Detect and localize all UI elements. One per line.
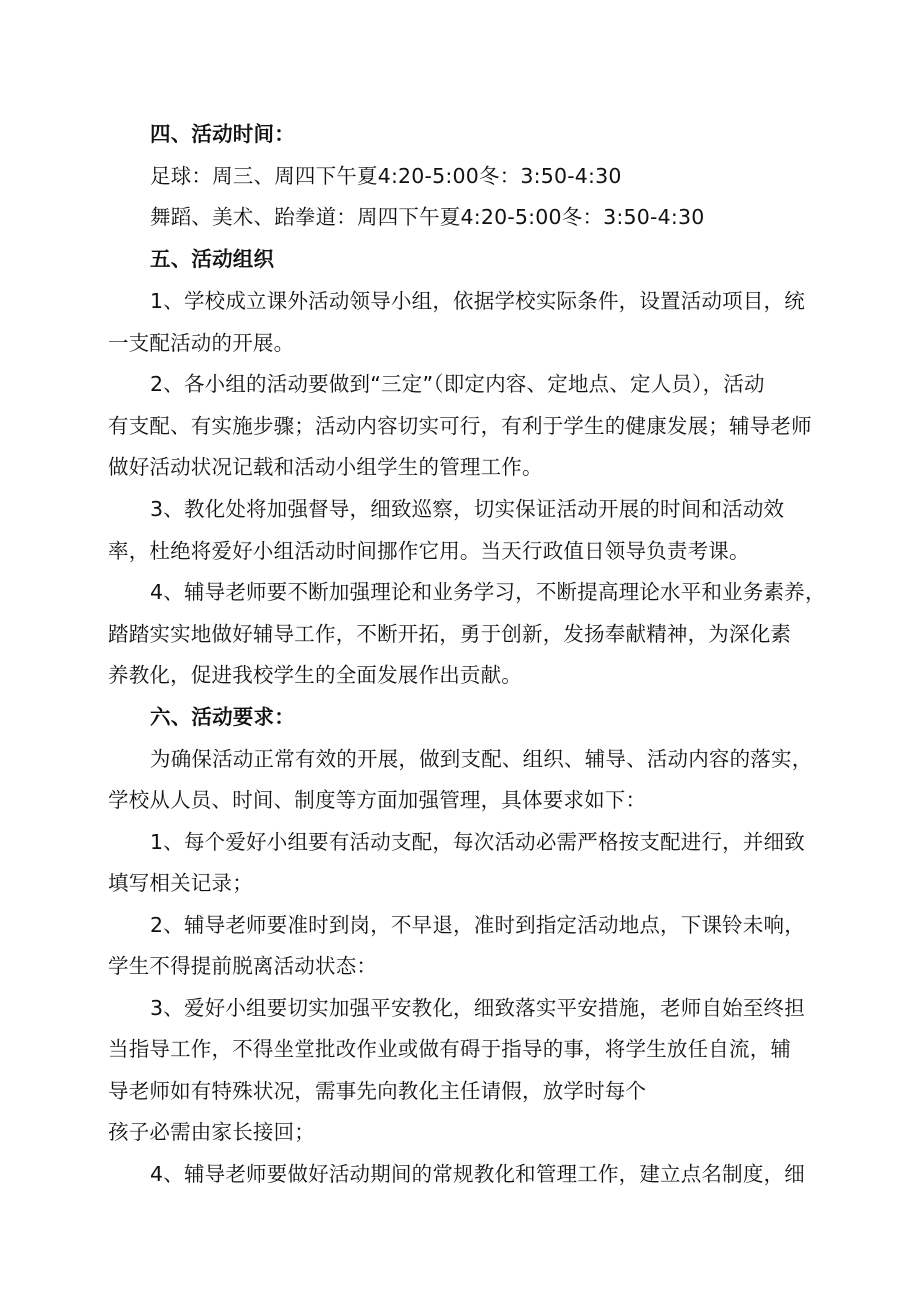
section-heading-requirements: 六、活动要求： [150,705,295,729]
section-heading-activity-time: 四、活动时间： [150,122,295,146]
org-item-2-line-2: 有支配、有实施步骤；活动内容切实可行，有利于学生的健康发展；辅导老师 [108,414,812,438]
org-item-1-line-2: 一支配活动的开展。 [108,331,295,355]
org-item-3-line-1: 3、教化处将加强督导，细致巡察，切实保证活动开展的时间和活动效 [150,497,785,521]
req-intro-line-2: 学校从人员、时间、制度等方面加强管理，具体要求如下： [108,788,647,812]
req-item-4-line-1: 4、辅导老师要做好活动期间的常规教化和管理工作，建立点名制度，细 [150,1162,805,1186]
section-heading-organization: 五、活动组织 [150,247,275,271]
org-item-4-line-1: 4、辅导老师要不断加强理论和业务学习，不断提高理论水平和业务素养， [150,580,826,604]
schedule-football: 足球：周三、周四下午夏4:20-5:00冬：3:50-4:30 [150,164,622,188]
org-item-2-line-3: 做好活动状况记载和活动小组学生的管理工作。 [108,455,543,479]
org-item-4-line-2: 踏踏实实地做好辅导工作，不断开拓，勇于创新，发扬奉献精神，为深化素 [108,622,792,646]
req-item-2-line-1: 2、辅导老师要准时到岗，不早退，准时到指定活动地点，下课铃未响， [150,913,805,937]
org-item-3-line-2: 率，杜绝将爱好小组活动时间挪作它用。当天行政值日领导负责考课。 [108,539,750,563]
req-item-3-line-2: 当指导工作，不得坐堂批改作业或做有碍于指导的事，将学生放任自流，辅 [108,1037,792,1061]
req-intro-line-1: 为确保活动正常有效的开展，做到支配、组织、辅导、活动内容的落实， [150,747,813,771]
schedule-dance-art-taekwondo: 舞蹈、美术、跆拳道：周四下午夏4:20-5:00冬：3:50-4:30 [150,205,705,229]
org-item-2-line-1: 2、各小组的活动要做到“三定”（即定内容、定地点、定人员），活动 [150,372,765,396]
req-item-2-line-2: 学生不得提前脱离活动状态： [108,954,378,978]
req-item-3-line-1: 3、爱好小组要切实加强平安教化，细致落实平安措施，老师自始至终担 [150,996,805,1020]
req-item-1-line-1: 1、每个爱好小组要有活动支配，每次活动必需严格按支配进行，并细致 [150,830,805,854]
org-item-4-line-3: 养教化，促进我校学生的全面发展作出贡献。 [108,663,522,687]
req-item-3-line-3: 导老师如有特殊状况，需事先向教化主任请假，放学时每个 [108,1079,647,1103]
req-item-1-line-2: 填写相关记录； [108,871,253,895]
req-item-3-line-4: 孩子必需由家长接回； [108,1120,315,1144]
org-item-1-line-1: 1、学校成立课外活动领导小组，依据学校实际条件，设置活动项目，统 [150,289,805,313]
